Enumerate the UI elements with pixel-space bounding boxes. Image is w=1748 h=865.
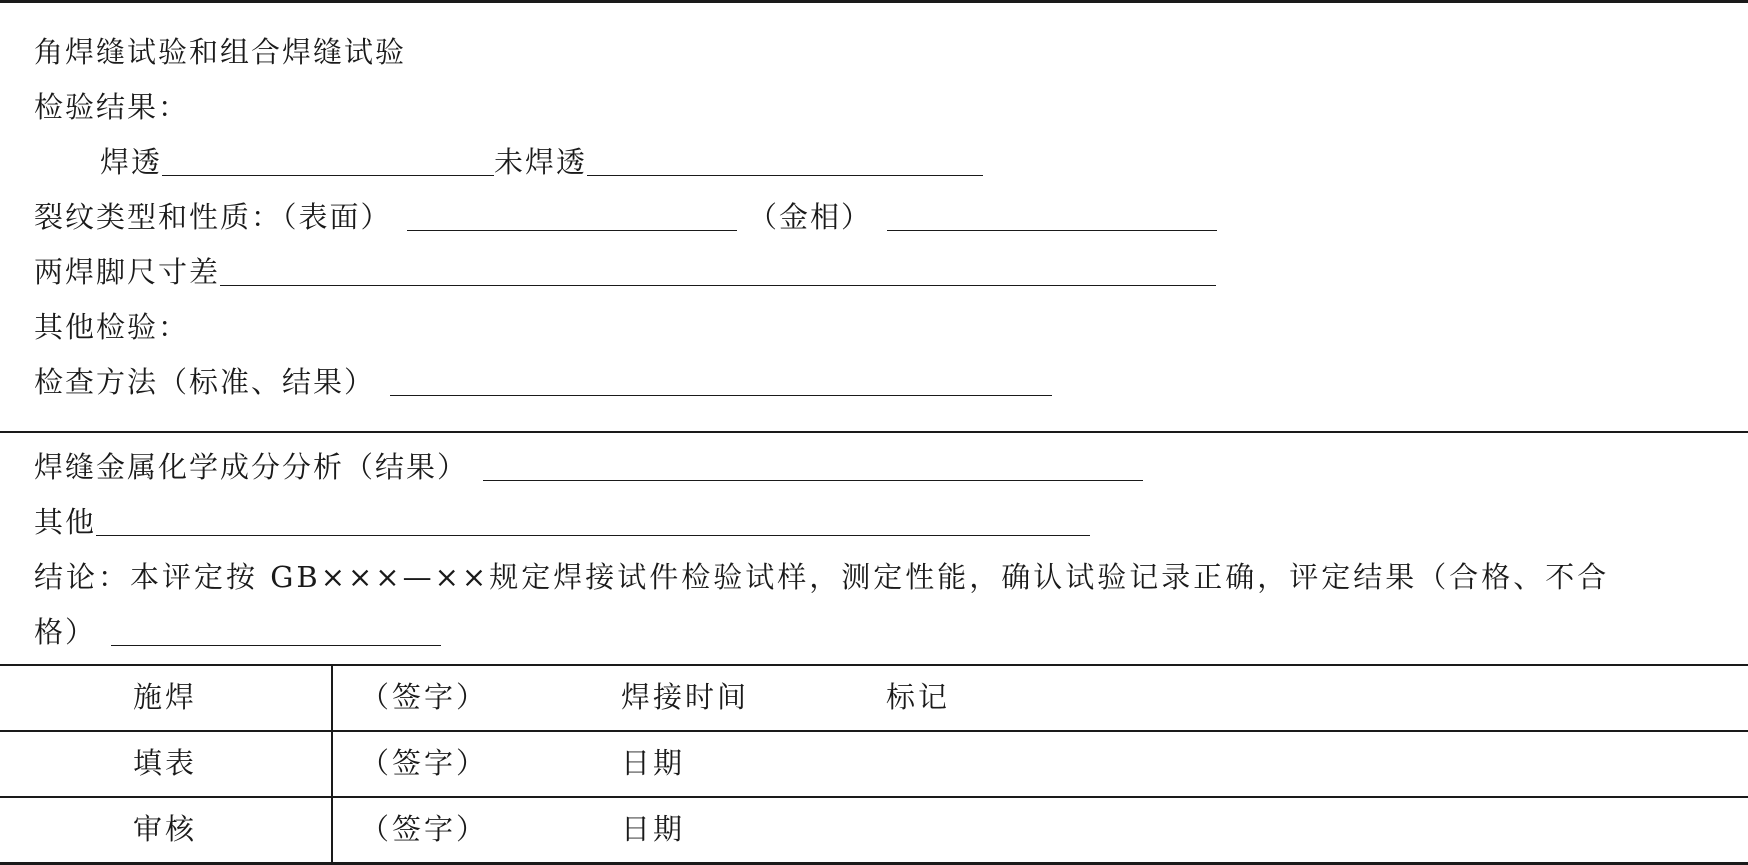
crack-surface-field[interactable] — [407, 204, 737, 231]
section-title — [34, 32, 406, 72]
crack-label: 裂纹类型和性质：（表面） — [34, 200, 392, 234]
chem-label: 焊缝金属化学成分分析（结果） — [34, 450, 469, 484]
section-divider — [0, 431, 1748, 433]
crack-metallo-field[interactable] — [887, 204, 1217, 231]
conclusion-row — [34, 557, 1609, 597]
chem-row — [34, 447, 1143, 487]
penetration-label: 焊透 — [100, 145, 163, 179]
other-row — [34, 502, 1090, 542]
conclusion-result-field[interactable] — [111, 619, 441, 646]
conclusion-cont-text: 格） — [34, 615, 97, 649]
table-cell-field: 日期 — [621, 746, 686, 780]
table-cell-role: 审核 — [133, 812, 198, 846]
no-penetration-label: 未焊透 — [494, 145, 588, 179]
leg-diff-row — [34, 252, 1216, 292]
table-cell-field: 焊接时间 — [621, 680, 750, 714]
penetration-row — [100, 142, 983, 182]
result-heading-text: 检验结果： — [34, 90, 190, 124]
table-cell-mark: 标记 — [886, 680, 951, 714]
other-label: 其他 — [34, 505, 97, 539]
conclusion-text: 结论：本评定按 GB×××—××规定焊接试件检验试样，测定性能，确认试验记录正确，评定结果（合格、不合 — [34, 560, 1610, 594]
table-cell-field: 日期 — [621, 812, 686, 846]
table-row-divider — [0, 796, 1748, 798]
table-row-divider — [0, 730, 1748, 732]
other-test-label: 其他检验： — [34, 310, 190, 344]
crack-row — [34, 197, 1217, 237]
penetration-field[interactable] — [162, 149, 494, 176]
table-cell-sign[interactable]: （签字） — [360, 746, 489, 780]
other-test-heading — [34, 307, 189, 347]
table-top-border — [0, 664, 1748, 666]
table-cell-role: 施焊 — [133, 680, 198, 714]
method-field[interactable] — [390, 369, 1052, 396]
other-field[interactable] — [96, 509, 1090, 536]
method-row — [34, 362, 1052, 402]
method-label: 检查方法（标准、结果） — [34, 365, 376, 399]
leg-diff-label: 两焊脚尺寸差 — [34, 255, 221, 289]
result-heading — [34, 87, 189, 127]
leg-diff-field[interactable] — [220, 259, 1216, 286]
top-border — [0, 0, 1748, 3]
no-penetration-field[interactable] — [587, 149, 983, 176]
table-cell-sign[interactable]: （签字） — [360, 812, 489, 846]
metallo-label: （金相） — [747, 200, 872, 234]
conclusion-cont-row — [34, 612, 441, 652]
chem-field[interactable] — [483, 454, 1143, 481]
section-title-text: 角焊缝试验和组合焊缝试验 — [34, 35, 407, 69]
table-cell-role: 填表 — [133, 746, 198, 780]
table-column-divider — [331, 664, 333, 862]
table-cell-sign[interactable]: （签字） — [360, 680, 489, 714]
